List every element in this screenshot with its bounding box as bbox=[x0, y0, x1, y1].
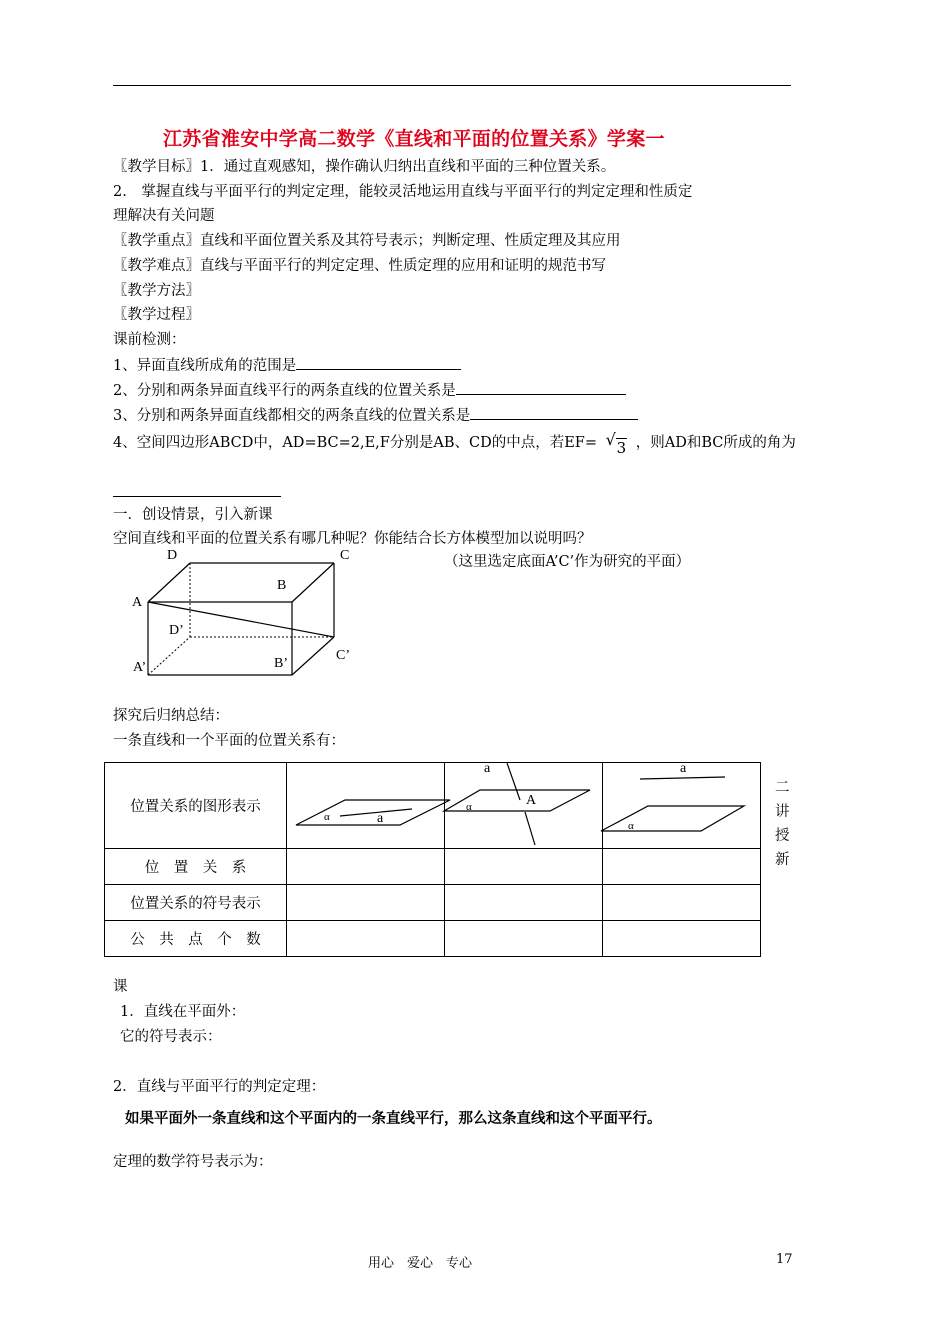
item2-title: 2．直线与平面平行的判定定理： bbox=[113, 1079, 326, 1095]
sqrt-sign-icon: √ bbox=[605, 430, 616, 449]
label-alpha-3: α bbox=[628, 820, 634, 832]
row-label-figure: 位置关系的图形表示 bbox=[105, 763, 287, 849]
ke-char: 课 bbox=[113, 979, 128, 995]
objectives-line-1: 〖教学目标〗1．通过直观感知，操作确认归纳出直线和平面的三种位置关系。 bbox=[113, 159, 616, 175]
summary: 探究后归纳总结： bbox=[113, 708, 229, 724]
precheck-q3-text: 3、分别和两条异面直线都相交的两条直线的位置关系是 bbox=[113, 408, 471, 424]
precheck-q4-tail: ，则AD和BC所成的角为 bbox=[635, 435, 796, 451]
section1-question: 空间直线和平面的位置关系有哪几种呢？你能结合长方体模型加以说明吗？ bbox=[113, 531, 592, 547]
answer-cell[interactable] bbox=[287, 921, 445, 957]
objectives-line-2: 2. 掌握直线与平面平行的判定定理，能较灵活地运用直线与平面平行的判定定理和性质定 bbox=[113, 184, 693, 200]
label-a-2: a bbox=[484, 761, 491, 776]
plane-alpha-3 bbox=[601, 806, 744, 831]
precheck-q1-text: 1、异面直线所成角的范围是 bbox=[113, 358, 297, 374]
precheck-heading: 课前检测： bbox=[113, 332, 186, 348]
process: 〖教学过程〗 bbox=[113, 307, 200, 323]
sqrt-value: 3 bbox=[616, 439, 627, 457]
line-a-upper bbox=[507, 763, 520, 800]
section1-heading: 一．创设情景，引入新课 bbox=[113, 507, 273, 523]
label-alpha-1: α bbox=[324, 811, 330, 823]
item1-symbol: 它的符号表示： bbox=[120, 1029, 222, 1045]
row-label-points: 公 共 点 个 数 bbox=[105, 921, 287, 957]
precheck-q4-text: 4、空间四边形ABCD中，AD=BC=2,E,F分别是AB、CD的中点，若EF= bbox=[113, 435, 597, 451]
label-a-1: a bbox=[377, 811, 384, 826]
label-C1: C’ bbox=[336, 648, 350, 663]
label-A: A bbox=[132, 595, 143, 610]
label-alpha-2: α bbox=[466, 801, 472, 813]
side-char: 讲 bbox=[775, 804, 790, 820]
page-title: 江苏省淮安中学高二数学《直线和平面的位置关系》学案一 bbox=[163, 128, 665, 150]
answer-cell[interactable] bbox=[603, 921, 761, 957]
label-a-3: a bbox=[680, 761, 687, 776]
label-D: D bbox=[167, 548, 178, 563]
objectives-line-3: 理解决有关问题 bbox=[113, 208, 215, 224]
answer-cell[interactable] bbox=[445, 921, 603, 957]
label-B1: B’ bbox=[274, 656, 288, 671]
footer-motto: 用心 爱心 专心 bbox=[368, 1256, 473, 1271]
line-a-in-plane bbox=[340, 809, 412, 816]
item1-title: 1．直线在平面外： bbox=[120, 1004, 246, 1020]
key-points: 〖教学重点〗直线和平面位置关系及其符号表示；判断定理、性质定理及其应用 bbox=[113, 233, 621, 249]
line-a-parallel bbox=[640, 777, 725, 779]
side-char: 新 bbox=[775, 852, 790, 868]
label-B: B bbox=[277, 578, 287, 593]
section1-note: （这里选定底面A’C’作为研究的平面） bbox=[444, 554, 691, 570]
theorem-symbol-label: 定理的数学符号表示为： bbox=[113, 1154, 273, 1170]
table-row bbox=[105, 921, 761, 957]
label-C: C bbox=[340, 548, 350, 563]
row-label-symbol: 位置关系的符号表示 bbox=[105, 885, 287, 921]
page-number: 17 bbox=[776, 1252, 793, 1267]
line-a-lower bbox=[525, 812, 535, 845]
label-A1: A’ bbox=[133, 660, 147, 675]
methods: 〖教学方法〗 bbox=[113, 283, 200, 299]
side-char: 二 bbox=[775, 780, 790, 796]
theorem-statement: 如果平面外一条直线和这个平面内的一条直线平行，那么这条直线和这个平面平行。 bbox=[125, 1110, 662, 1127]
row-label-relation: 位 置 关 系 bbox=[105, 849, 287, 885]
precheck-q2-text: 2、分别和两条异面直线平行的两条直线的位置关系是 bbox=[113, 383, 456, 399]
difficulties: 〖教学难点〗直线与平面平行的判定定理、性质定理的应用和证明的规范书写 bbox=[113, 258, 606, 274]
relations-intro: 一条直线和一个平面的位置关系有： bbox=[113, 733, 345, 749]
side-char: 授 bbox=[775, 828, 790, 844]
label-D1: D’ bbox=[169, 623, 184, 638]
side-text bbox=[775, 776, 795, 872]
label-A-point: A bbox=[526, 793, 537, 808]
